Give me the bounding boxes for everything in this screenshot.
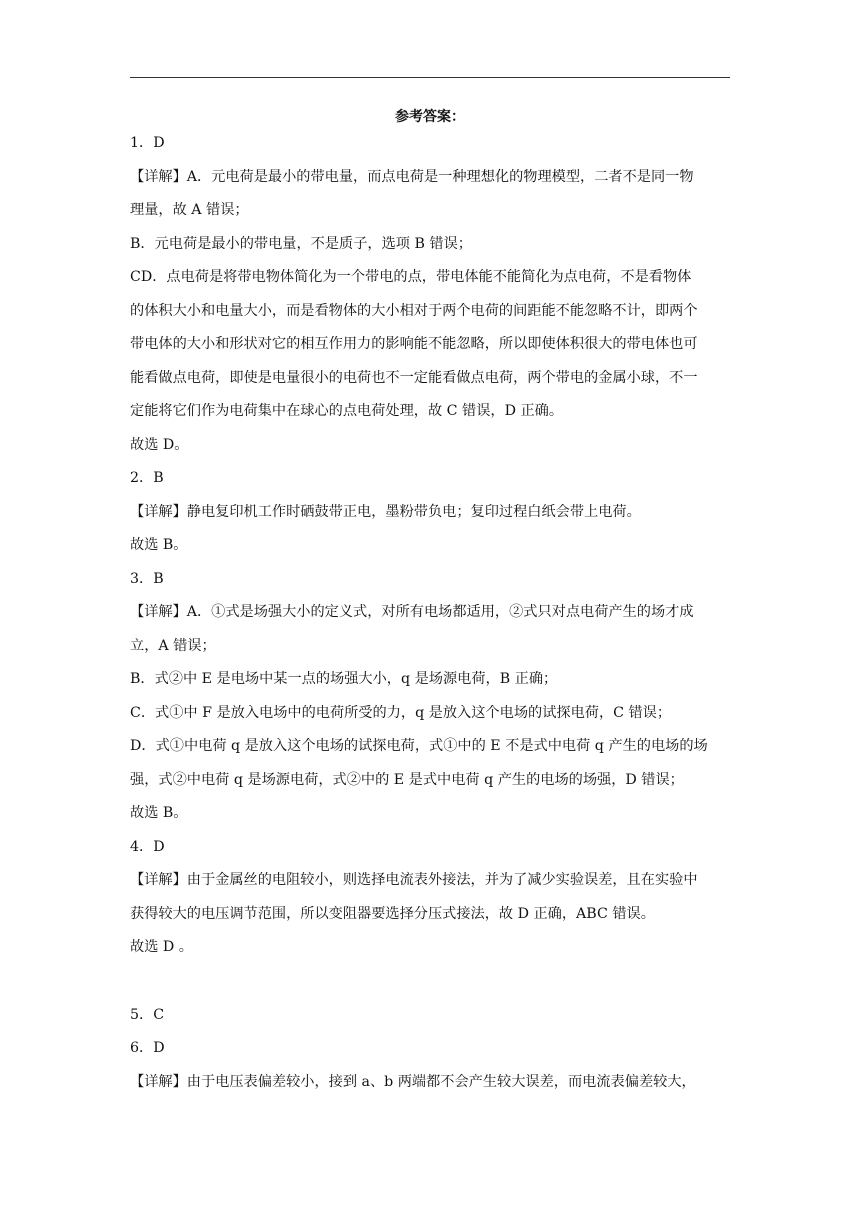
blank-spacer <box>130 971 730 1005</box>
answer-content <box>130 133 730 1105</box>
answer-line: 6．D <box>130 1040 165 1056</box>
answer-line: B．式②中 E 是电场中某一点的场强大小，q 是场源电荷，B 正确； <box>130 671 558 687</box>
answer-line: 能看做点电荷，即使是电量很小的电荷也不一定能看做点电荷，两个带电的金属小球，不一 <box>130 369 698 386</box>
answer-line: CD．点电荷是将带电物体简化为一个带电的点，带电体能不能简化为点电荷，不是看物体 <box>130 269 692 285</box>
answer-line: 故选 B。 <box>130 537 188 553</box>
answer-line: 理量，故 A 错误； <box>130 202 249 218</box>
answer-line: 获得较大的电压调节范围，所以变阻器要选择分压式接法，故 D 正确，ABC 错误。 <box>130 905 655 922</box>
answer-line: 【详解】由于电压表偏差较小，接到 a、b 两端都不会产生较大误差，而电流表偏差较大， <box>130 1073 696 1090</box>
answer-line: C．式①中 F 是放入电场中的电荷所受的力，q 是放入这个电场的试探电荷，C 错误； <box>130 704 672 721</box>
answer-line: 【详解】由于金属丝的电阻较小，则选择电流表外接法，并为了减少实验误差，且在实验中 <box>130 872 698 888</box>
answer-line: 4．D <box>130 838 165 855</box>
answer-line: 故选 B。 <box>130 805 188 821</box>
answer-line: 【详解】A．元电荷是最小的带电量，而点电荷是一种理想化的物理模型，二者不是同一物 <box>130 168 694 185</box>
answer-line: 立，A 错误； <box>130 637 216 654</box>
header-rule <box>130 77 730 78</box>
answer-line: 强，式②中电荷 q 是场源电荷，式②中的 E 是式中电荷 q 产生的电场的场强，D 错误； <box>130 771 684 788</box>
answer-line: 的体积大小和电量大小，而是看物体的大小相对于两个电荷的间距能不能忽略不计，即两个 <box>130 302 698 319</box>
answer-line: 故选 D 。 <box>130 939 193 955</box>
answer-line: 定能将它们作为电荷集中在球心的点电荷处理，故 C 错误，D 正确。 <box>130 403 564 419</box>
answer-line: B．元电荷是最小的带电量，不是质子，选项 B 错误； <box>130 235 472 252</box>
answer-line: 5．C <box>130 1006 165 1023</box>
answer-line: 故选 D。 <box>130 436 189 453</box>
answer-line: D．式①中电荷 q 是放入这个电场的试探电荷，式①中的 E 不是式中电荷 q 产生的电场的场 <box>130 738 708 754</box>
answer-line: 3．B <box>130 570 164 587</box>
answer-line: 带电体的大小和形状对它的相互作用力的影响能不能忽略，所以即使体积很大的带电体也可 <box>130 336 698 352</box>
answer-line: 【详解】A．①式是场强大小的定义式，对所有电场都适用，②式只对点电荷产生的场才成 <box>130 604 694 620</box>
page-title: 参考答案： <box>395 109 465 125</box>
answer-line: 1．D <box>130 135 165 151</box>
answer-line: 【详解】静电复印机工作时硒鼓带正电，墨粉带负电；复印过程白纸会带上电荷。 <box>130 503 641 520</box>
answer-line: 2．B <box>130 470 164 486</box>
